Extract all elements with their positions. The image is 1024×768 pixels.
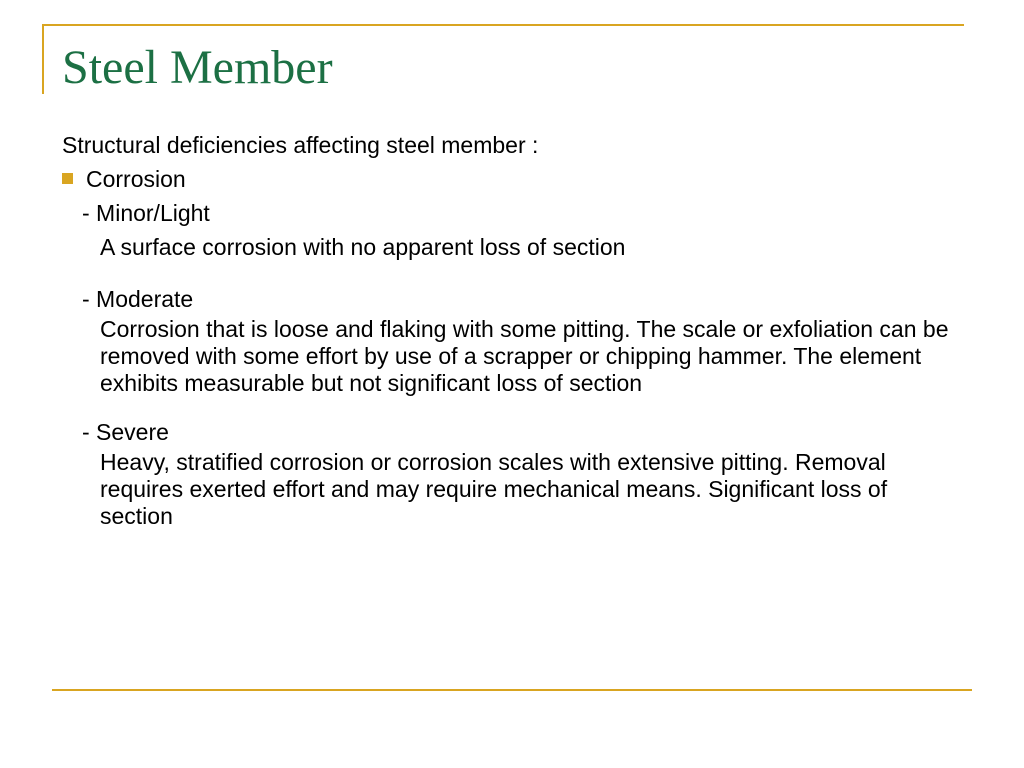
level-severe xyxy=(62,415,962,530)
square-bullet-icon xyxy=(62,173,73,184)
top-frame-line xyxy=(42,24,964,26)
level-label: - Severe xyxy=(82,419,169,445)
slide-content xyxy=(62,128,962,530)
spacer xyxy=(62,397,962,415)
level-label: - Minor/Light xyxy=(82,200,210,226)
spacer xyxy=(62,264,962,282)
bullet-label: Corrosion xyxy=(86,166,186,192)
level-minor xyxy=(62,196,962,264)
slide-title: Steel Member xyxy=(62,41,333,94)
level-label: - Moderate xyxy=(82,286,194,312)
footer-rule xyxy=(52,689,972,691)
bullet-corrosion xyxy=(62,162,962,196)
level-description: Corrosion that is loose and flaking with some pitting. The scale or exfoliation can be removed with some effort by use of a scrapper or chipping hammer. The element exhibits measurable but not significant loss of section xyxy=(100,316,949,396)
level-moderate xyxy=(62,282,962,397)
level-description: A surface corrosion with no apparent loss of section xyxy=(100,234,626,260)
intro-text: Structural deficiencies affecting steel member : xyxy=(62,132,539,158)
level-description: Heavy, stratified corrosion or corrosion scales with extensive pitting. Removal requires exerted effort and may require mechanical means. Significant loss of section xyxy=(100,449,888,529)
left-frame-line xyxy=(42,24,44,94)
